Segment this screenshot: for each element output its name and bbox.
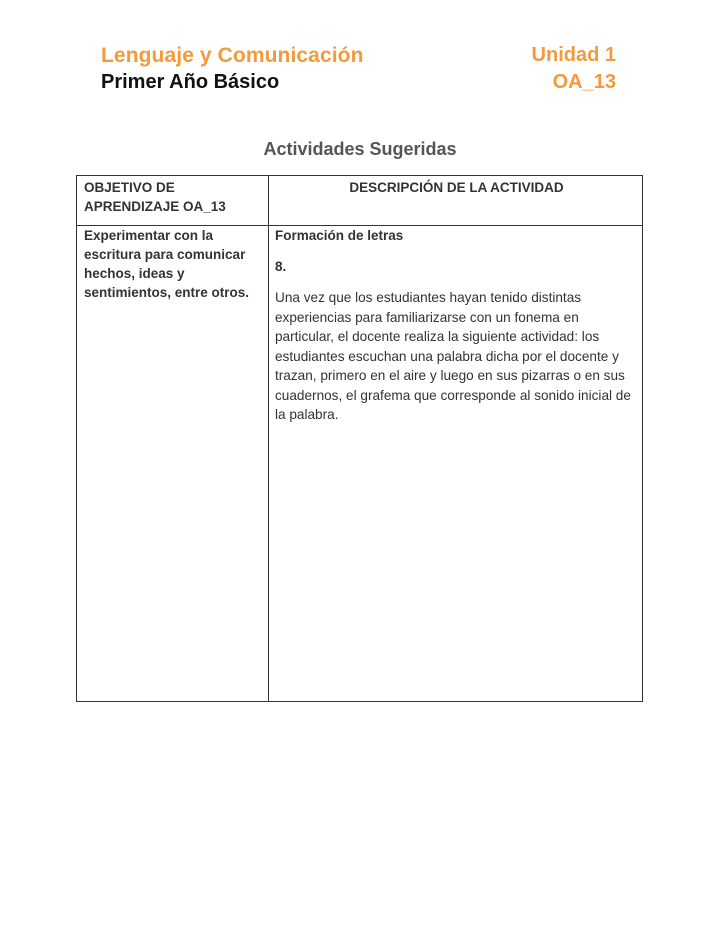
learning-objective-code: OA_13 [552, 71, 616, 93]
activity-description-cell [275, 226, 639, 425]
activity-number: 8. [275, 259, 287, 274]
section-title: Actividades Sugeridas [263, 139, 457, 159]
column-header-description: DESCRIPCIÓN DE LA ACTIVIDAD [349, 180, 564, 195]
activity-description: Una vez que los estudiantes hayan tenido distintas experiencias para familiarizarse con un fonema en particular, el docente realiza la siguiente actividad: los estudiantes escuchan una palabra dicha por el docente y trazan, primero en el aire y luego en sus pizarras o en sus cuadernos, el grafema que corresponde al sonido inicial de la palabra. [275, 290, 631, 422]
column-divider [268, 176, 269, 701]
subject-title: Lenguaje y Comunicación [101, 44, 364, 67]
document-header-left [101, 42, 364, 95]
column-header-objective: OBJETIVO DE APRENDIZAJE OA_13 [84, 180, 226, 214]
document-header-right [532, 42, 616, 95]
objective-text: Experimentar con la escritura para comunicar hechos, ideas y sentimientos, entre otros. [84, 228, 250, 300]
grade-level: Primer Año Básico [101, 71, 280, 93]
activity-table [76, 175, 643, 702]
unit-label: Unidad 1 [531, 44, 616, 66]
activity-title: Formación de letras [275, 228, 404, 243]
